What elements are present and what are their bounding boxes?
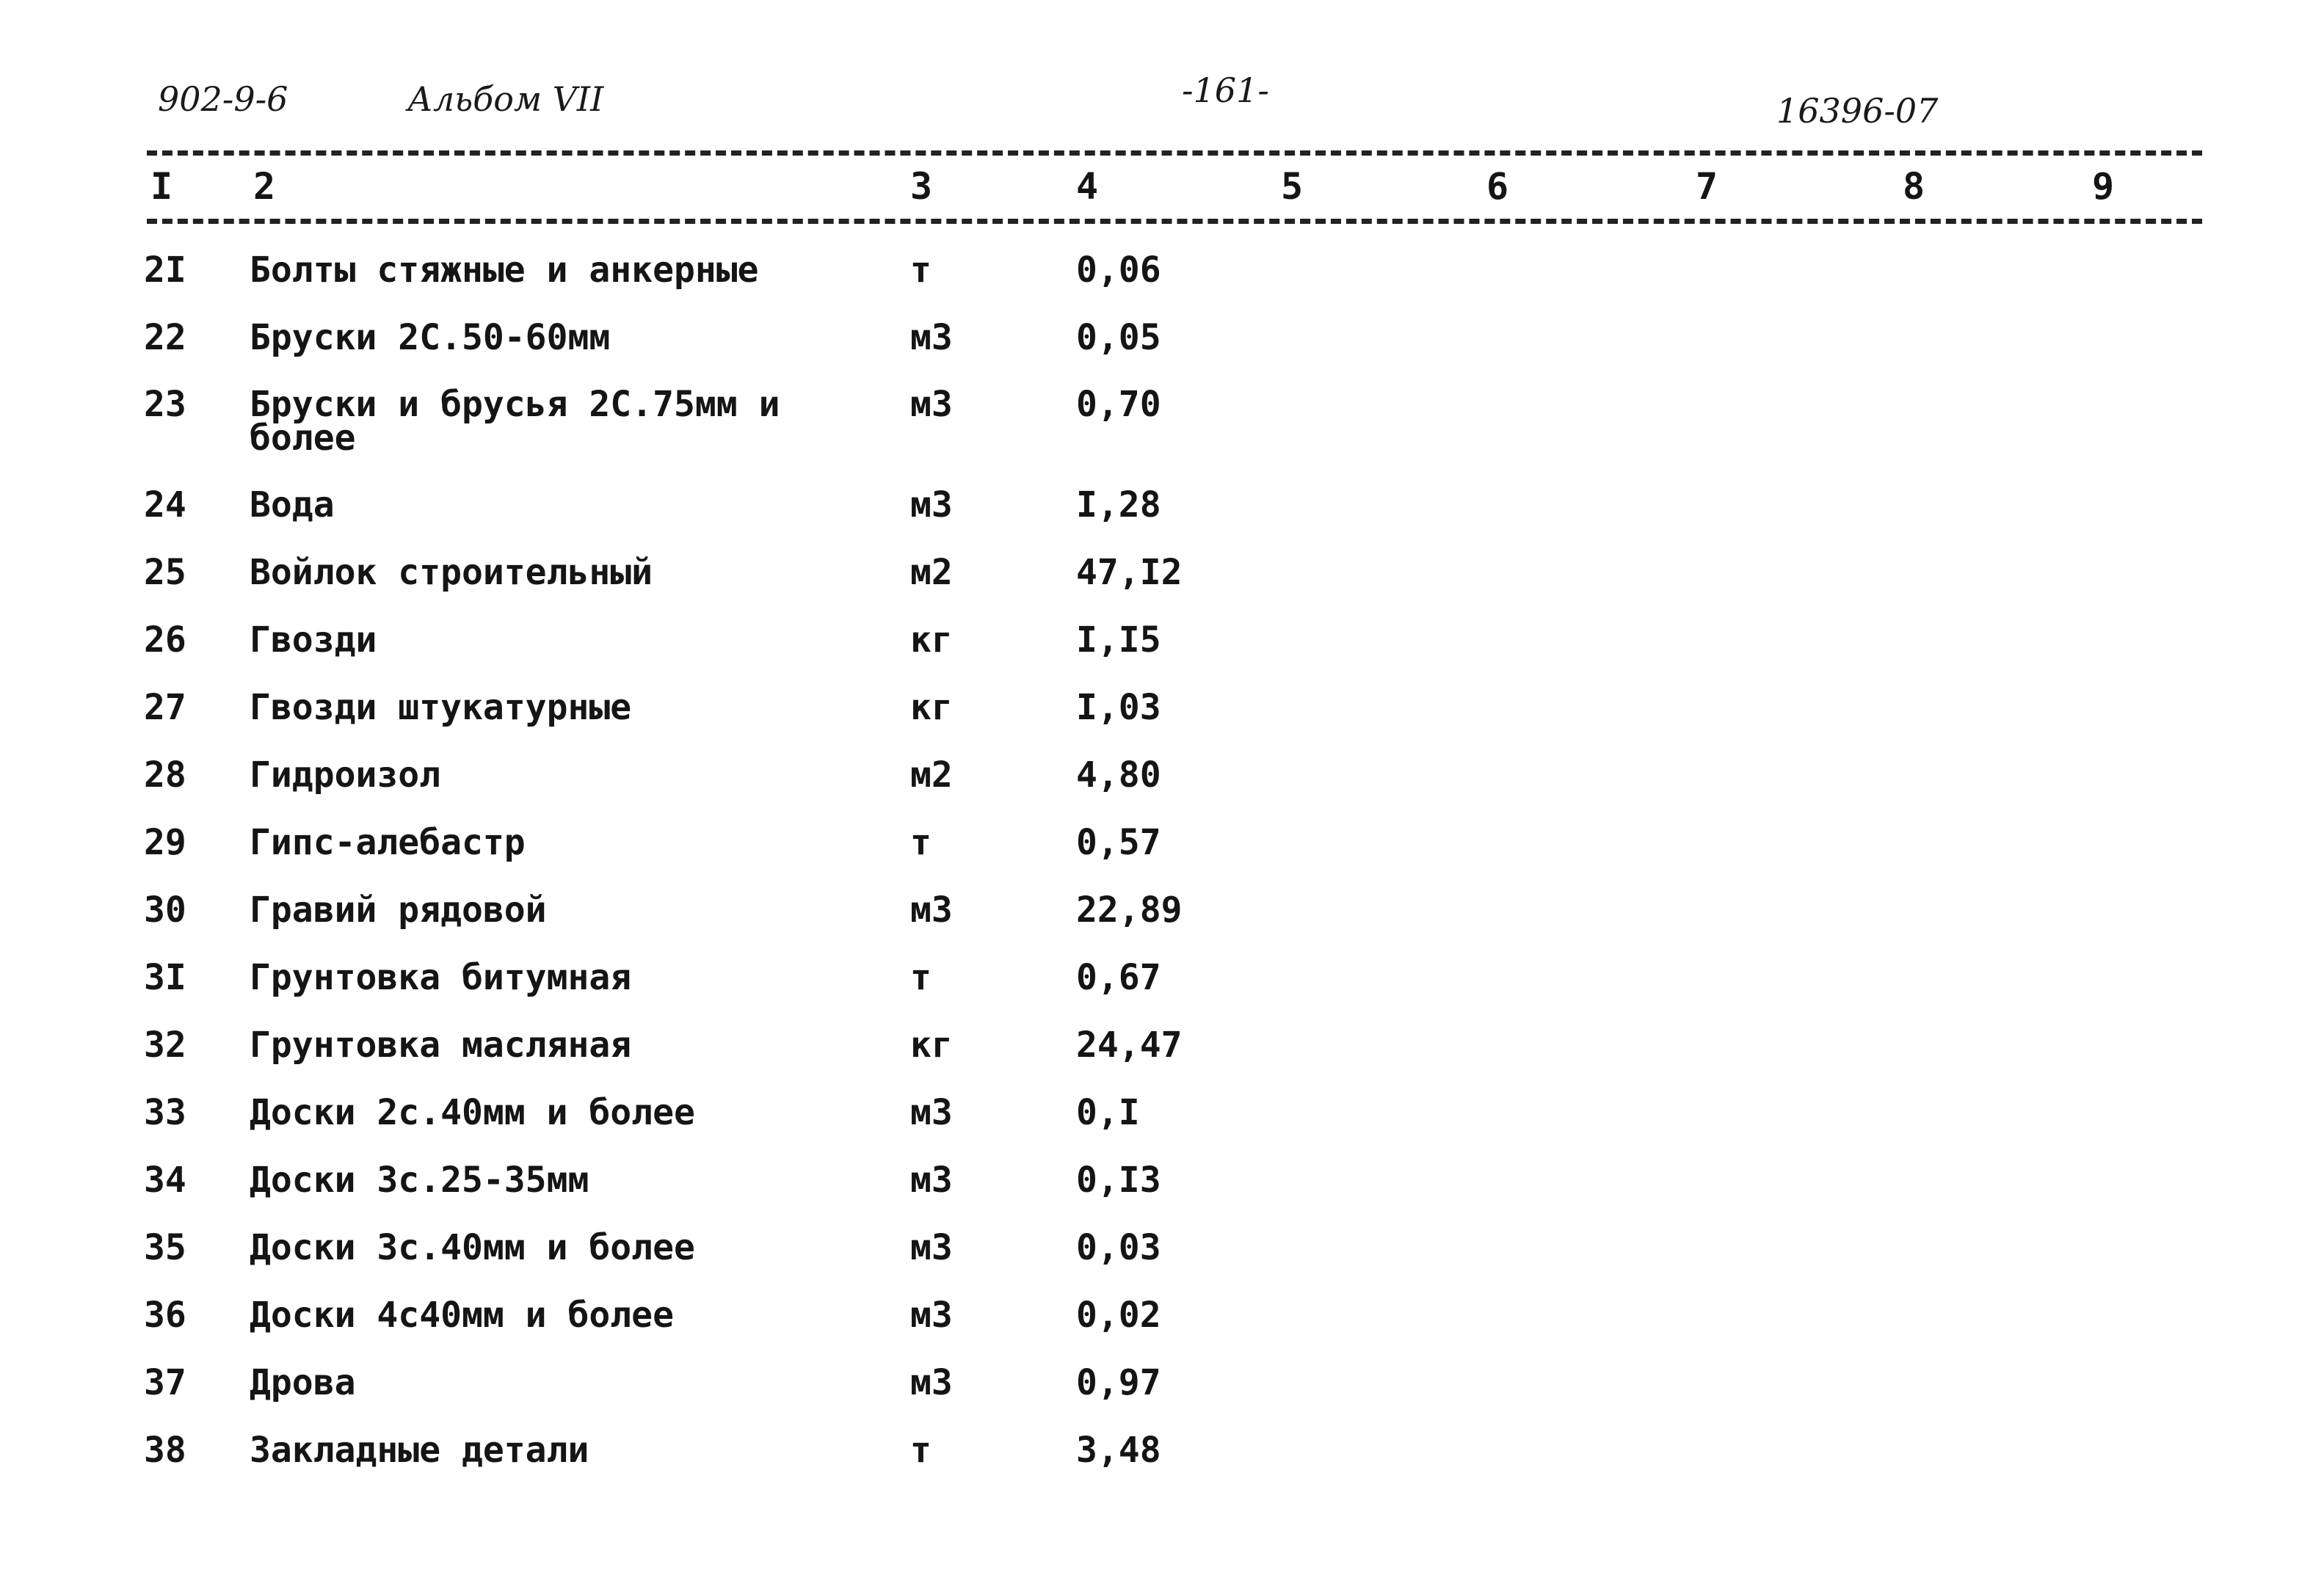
column-header-3: 3 (910, 165, 933, 208)
material-name: Доски 2с.40мм и более (250, 1092, 695, 1133)
row-number: 30 (144, 890, 186, 931)
material-name: Бруски и брусья 2С.75мм и более (250, 384, 780, 459)
quantity: 0,57 (1076, 822, 1161, 863)
quantity: I,28 (1076, 484, 1161, 525)
unit: м3 (910, 1362, 953, 1403)
material-name: Дрова (250, 1362, 356, 1403)
column-header-7: 7 (1696, 165, 1718, 208)
material-name: Бруски 2С.50-60мм (250, 317, 611, 358)
row-number: 33 (144, 1092, 186, 1133)
header-top-rule (147, 150, 2202, 156)
quantity: 4,80 (1076, 754, 1161, 796)
material-name: Доски 4с40мм и более (250, 1295, 674, 1336)
column-header-5: 5 (1281, 165, 1304, 208)
material-name: Гравий рядовой (250, 890, 547, 931)
row-number: 32 (144, 1025, 186, 1066)
material-name: Болты стяжные и анкерные (250, 250, 759, 291)
quantity: 0,97 (1076, 1362, 1161, 1403)
unit: т (910, 822, 932, 863)
row-number: 34 (144, 1160, 186, 1201)
row-number: 38 (144, 1430, 186, 1471)
column-header-8: 8 (1903, 165, 1925, 208)
material-name: Войлок строительный (250, 552, 653, 593)
column-header-4: 4 (1076, 165, 1099, 208)
quantity: 0,05 (1076, 317, 1161, 358)
quantity: 3,48 (1076, 1430, 1161, 1471)
row-number: 36 (144, 1295, 186, 1336)
unit: т (910, 250, 932, 291)
unit: м3 (910, 1227, 953, 1268)
unit: м3 (910, 1092, 953, 1133)
quantity: I,03 (1076, 687, 1161, 728)
material-name: Гипс-алебастр (250, 822, 526, 863)
row-number: 29 (144, 822, 186, 863)
doc-code: 902-9-6 (158, 79, 288, 119)
quantity: 0,I (1076, 1092, 1140, 1133)
row-number: 26 (144, 619, 186, 661)
material-name: Вода (250, 484, 335, 525)
column-header-9: 9 (2092, 165, 2115, 208)
material-name: Доски 3с.40мм и более (250, 1227, 695, 1268)
quantity: 22,89 (1076, 890, 1183, 931)
unit: т (910, 957, 932, 998)
row-number: 23 (144, 384, 186, 425)
row-number: 2I (144, 250, 186, 291)
unit: кг (910, 687, 953, 728)
unit: м3 (910, 484, 953, 525)
unit: т (910, 1430, 932, 1471)
row-number: 37 (144, 1362, 186, 1403)
unit: кг (910, 1025, 953, 1066)
quantity: 47,I2 (1076, 552, 1183, 593)
unit: м2 (910, 754, 953, 796)
row-number: 25 (144, 552, 186, 593)
material-name: Грунтовка масляная (250, 1025, 632, 1066)
column-header-1: I (150, 165, 173, 208)
row-number: 24 (144, 484, 186, 525)
material-name: Грунтовка битумная (250, 957, 632, 998)
column-header-2: 2 (253, 165, 276, 208)
unit: м3 (910, 317, 953, 358)
quantity: 0,I3 (1076, 1160, 1161, 1201)
quantity: 0,70 (1076, 384, 1161, 425)
quantity: 0,06 (1076, 250, 1161, 291)
unit: м3 (910, 890, 953, 931)
unit: м3 (910, 1160, 953, 1201)
quantity: 0,02 (1076, 1295, 1161, 1336)
material-name: Закладные детали (250, 1430, 589, 1471)
archive-number: 16396-07 (1776, 91, 1939, 131)
album-label: Альбом VII (407, 79, 604, 119)
quantity: 24,47 (1076, 1025, 1183, 1066)
material-name: Гидроизол (250, 754, 441, 796)
material-name: Гвозди (250, 619, 377, 661)
quantity: 0,67 (1076, 957, 1161, 998)
row-number: 3I (144, 957, 186, 998)
unit: кг (910, 619, 953, 661)
header-bottom-rule (147, 219, 2202, 224)
material-name: Доски 3с.25-35мм (250, 1160, 589, 1201)
quantity: 0,03 (1076, 1227, 1161, 1268)
unit: м3 (910, 384, 953, 425)
row-number: 28 (144, 754, 186, 796)
material-name: Гвозди штукатурные (250, 687, 632, 728)
quantity: I,I5 (1076, 619, 1161, 661)
page-number: -161- (1182, 70, 1269, 110)
row-number: 22 (144, 317, 186, 358)
row-number: 35 (144, 1227, 186, 1268)
unit: м3 (910, 1295, 953, 1336)
column-header-6: 6 (1486, 165, 1509, 208)
row-number: 27 (144, 687, 186, 728)
unit: м2 (910, 552, 953, 593)
